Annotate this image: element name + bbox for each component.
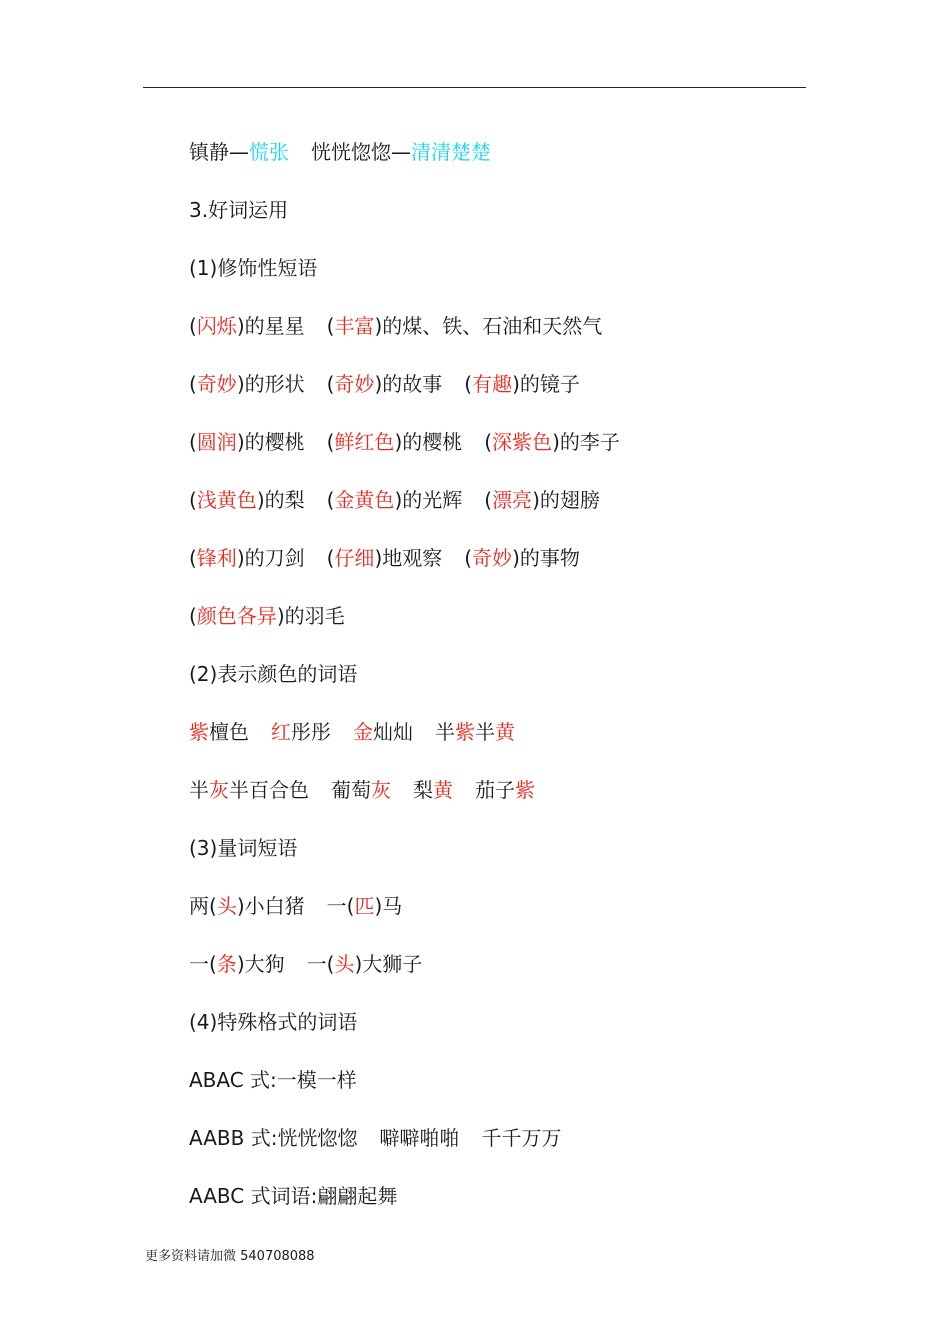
- answer-word-red: 漂亮: [492, 488, 533, 512]
- text-segment: (: [189, 372, 197, 396]
- answer-word-red: 奇妙: [472, 546, 513, 570]
- text-line: [189, 1059, 809, 1117]
- text-segment: 恍恍惚惚—: [311, 140, 411, 164]
- text-segment: (1)修饰性短语: [189, 256, 318, 280]
- text-segment: (: [326, 430, 335, 454]
- answer-word-red: 深紫色: [492, 430, 553, 454]
- text-segment: 彤彤: [291, 720, 331, 744]
- answer-word-red: 圆润: [196, 430, 237, 454]
- text-segment: AABB 式:恍恍惚惚: [189, 1126, 358, 1150]
- text-segment: )的事物: [512, 546, 580, 570]
- text-segment: 半百合色: [229, 778, 309, 802]
- answer-word-red: 丰富: [334, 314, 375, 338]
- text-segment: )的煤、铁、石油和天然气: [374, 314, 603, 338]
- text-segment: 镇静—: [189, 140, 249, 164]
- text-segment: (: [326, 372, 335, 396]
- text-segment: (2)表示颜色的词语: [189, 662, 358, 686]
- text-segment: 千千万万: [481, 1126, 562, 1150]
- answer-word-red: 条: [216, 952, 237, 976]
- answer-word-red: 奇妙: [196, 372, 237, 396]
- text-segment: )大狗: [236, 952, 285, 976]
- answer-word-red: 头: [216, 894, 237, 918]
- answer-word-red: 锋利: [196, 546, 237, 570]
- text-segment: (: [189, 488, 197, 512]
- text-segment: 一(: [326, 894, 355, 918]
- text-segment: (: [464, 372, 473, 396]
- answer-word-cyan: 清清楚楚: [411, 140, 491, 164]
- text-segment: (: [326, 488, 335, 512]
- text-segment: )小白猪: [236, 894, 305, 918]
- text-segment: 半: [435, 720, 455, 744]
- answer-word-red: 奇妙: [334, 372, 375, 396]
- text-segment: )的樱桃: [394, 430, 463, 454]
- text-line: [189, 595, 809, 653]
- answer-word-red: 灰: [371, 778, 391, 802]
- text-segment: 一(: [189, 952, 217, 976]
- answer-word-red: 鲜红色: [334, 430, 395, 454]
- answer-word-red: 浅黄色: [196, 488, 257, 512]
- text-segment: (: [326, 546, 335, 570]
- text-line: [189, 1001, 809, 1059]
- text-line: [189, 131, 809, 189]
- text-segment: )的翅膀: [532, 488, 600, 512]
- text-line: [189, 421, 809, 479]
- answer-word-cyan: 慌张: [249, 140, 289, 164]
- text-segment: (3)量词短语: [189, 836, 298, 860]
- answer-word-red: 颜色各异: [196, 604, 277, 628]
- text-segment: (: [189, 546, 197, 570]
- text-line: [189, 1117, 809, 1175]
- text-segment: (: [484, 430, 493, 454]
- answer-word-red: 金黄色: [334, 488, 395, 512]
- answer-word-red: 金: [353, 720, 373, 744]
- answer-word-red: 闪烁: [196, 314, 237, 338]
- answer-word-red: 紫: [189, 720, 209, 744]
- text-segment: (: [326, 314, 335, 338]
- answer-word-red: 匹: [354, 894, 375, 918]
- text-line: [189, 827, 809, 885]
- text-segment: 檀色: [209, 720, 249, 744]
- footer-note: 更多资料请加微 540708088: [145, 1249, 315, 1264]
- text-segment: )马: [374, 894, 403, 918]
- text-segment: )的李子: [552, 430, 620, 454]
- answer-word-red: 黄: [433, 778, 453, 802]
- answer-word-red: 红: [271, 720, 291, 744]
- text-segment: )的形状: [236, 372, 305, 396]
- text-line: [189, 885, 809, 943]
- text-segment: (: [464, 546, 473, 570]
- answer-word-red: 黄: [495, 720, 515, 744]
- text-segment: 灿灿: [373, 720, 413, 744]
- text-segment: )的羽毛: [276, 604, 345, 628]
- text-segment: (: [189, 314, 197, 338]
- text-segment: 梨: [413, 778, 433, 802]
- text-line: [189, 537, 809, 595]
- text-line: [189, 769, 809, 827]
- text-segment: (4)特殊格式的词语: [189, 1010, 358, 1034]
- text-line: [189, 305, 809, 363]
- text-segment: 3.好词运用: [189, 198, 289, 222]
- answer-word-red: 有趣: [472, 372, 513, 396]
- text-segment: )的光辉: [394, 488, 463, 512]
- text-segment: AABC 式词语:翩翩起舞: [189, 1184, 398, 1208]
- text-segment: 葡萄: [331, 778, 371, 802]
- text-segment: )的镜子: [512, 372, 580, 396]
- text-segment: )地观察: [374, 546, 443, 570]
- text-line: [189, 363, 809, 421]
- text-segment: 茄子: [475, 778, 515, 802]
- text-line: [189, 1175, 809, 1233]
- text-segment: 噼噼啪啪: [379, 1126, 460, 1150]
- text-line: [189, 189, 809, 247]
- text-segment: (: [484, 488, 493, 512]
- answer-word-red: 紫: [515, 778, 535, 802]
- text-segment: 两(: [189, 894, 217, 918]
- text-segment: 半: [475, 720, 495, 744]
- text-segment: )的刀剑: [236, 546, 305, 570]
- text-segment: ABAC 式:一模一样: [189, 1068, 357, 1092]
- text-segment: )的故事: [374, 372, 443, 396]
- text-line: [189, 653, 809, 711]
- text-segment: )的樱桃: [236, 430, 305, 454]
- text-segment: )的梨: [256, 488, 305, 512]
- text-line: [189, 711, 809, 769]
- text-line: [189, 943, 809, 1001]
- answer-word-red: 仔细: [334, 546, 375, 570]
- text-line: [189, 479, 809, 537]
- answer-word-red: 灰: [209, 778, 229, 802]
- text-segment: (: [189, 430, 197, 454]
- text-segment: )大狮子: [354, 952, 423, 976]
- answer-word-red: 头: [334, 952, 355, 976]
- text-segment: 半: [189, 778, 209, 802]
- answer-word-red: 紫: [455, 720, 475, 744]
- text-segment: 一(: [306, 952, 335, 976]
- text-segment: )的星星: [236, 314, 305, 338]
- text-segment: (: [189, 604, 197, 628]
- document-body: [189, 131, 809, 1233]
- header-rule: [143, 87, 806, 88]
- text-line: [189, 247, 809, 305]
